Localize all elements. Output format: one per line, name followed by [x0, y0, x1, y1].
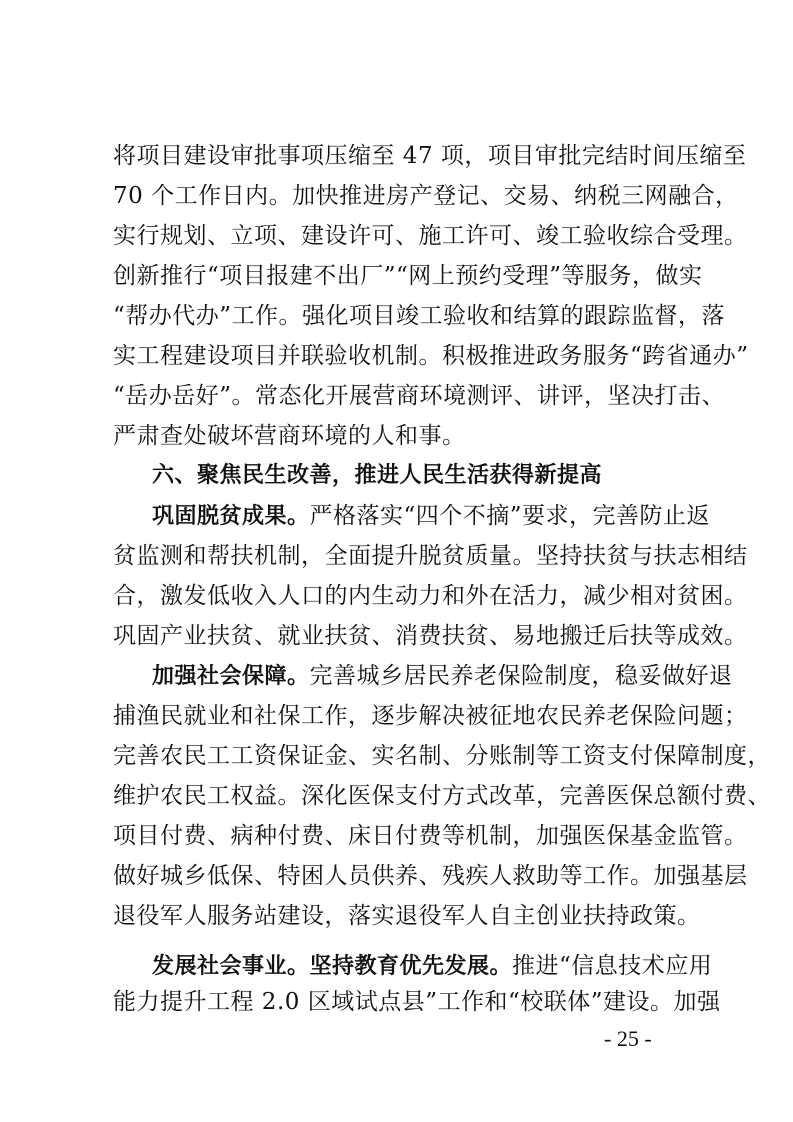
body-line: 完善农民工工资保证金、实名制、分账制等工资支付保障制度， [113, 743, 771, 769]
page-number: - 25 - [604, 1026, 652, 1051]
body-line: 项目付费、病种付费、床日付费等机制，加强医保基金监管。 [113, 823, 748, 849]
body-line: 严肃查处破坏营商环境的人和事。 [113, 423, 466, 449]
body-line: 做好城乡低保、特困人员供养、残疾人救助等工作。加强基层 [113, 863, 748, 889]
body-line: 能力提升工程 2.0 区域试点县”工作和“校联体”建设。加强 [113, 989, 721, 1015]
body-line: 巩固产业扶贫、就业扶贫、消费扶贫、易地搬迁后扶等成效。 [113, 623, 748, 649]
body-line: 实行规划、立项、建设许可、施工许可、竣工验收综合受理。 [113, 223, 748, 249]
body-line: 退役军人服务站建设，落实退役军人自主创业扶持政策。 [113, 903, 701, 929]
paragraph-first-line [152, 946, 713, 986]
paragraph-text: 完善城乡居民养老保险制度，稳妥做好退 [309, 663, 733, 689]
paragraph-first-line [152, 656, 733, 696]
body-line: 70 个工作日内。加快推进房产登记、交易、纳税三网融合， [113, 183, 739, 209]
paragraph-lead: 加强社会保障。 [152, 664, 310, 689]
body-line: 创新推行“项目报建不出厂”“网上预约受理”等服务，做实 [113, 263, 703, 289]
body-line: 贫监测和帮扶机制，全面提升脱贫质量。坚持扶贫与扶志相结 [113, 543, 748, 569]
paragraph-lead: 巩固脱贫成果。 [152, 504, 310, 529]
body-line: 合，激发低收入人口的内生动力和外在活力，减少相对贫困。 [113, 583, 748, 609]
section-heading: 六、聚焦民生改善，推进人民生活获得新提高 [152, 463, 603, 488]
paragraph-first-line [152, 496, 711, 536]
paragraph-text: 推进“信息技术应用 [512, 953, 713, 979]
body-line: 捕渔民就业和社保工作，逐步解决被征地农民养老保险问题； [113, 703, 748, 729]
body-line: 将项目建设审批事项压缩至 47 项，项目审批完结时间压缩至 [113, 143, 747, 169]
body-line: “岳办岳好”。常态化开展营商环境测评、讲评，坚决打击、 [113, 383, 726, 409]
body-line: “帮办代办”工作。强化项目竣工验收和结算的跟踪监督，落 [113, 303, 726, 329]
body-line: 实工程建设项目并联验收机制。积极推进政务服务“跨省通办” [113, 343, 749, 369]
paragraph-lead: 发展社会事业。坚持教育优先发展。 [152, 954, 513, 979]
paragraph-text: 严格落实“四个不摘”要求，完善防止返 [309, 503, 711, 529]
body-line: 维护农民工权益。深化医保支付方式改革，完善医保总额付费、 [113, 783, 771, 809]
